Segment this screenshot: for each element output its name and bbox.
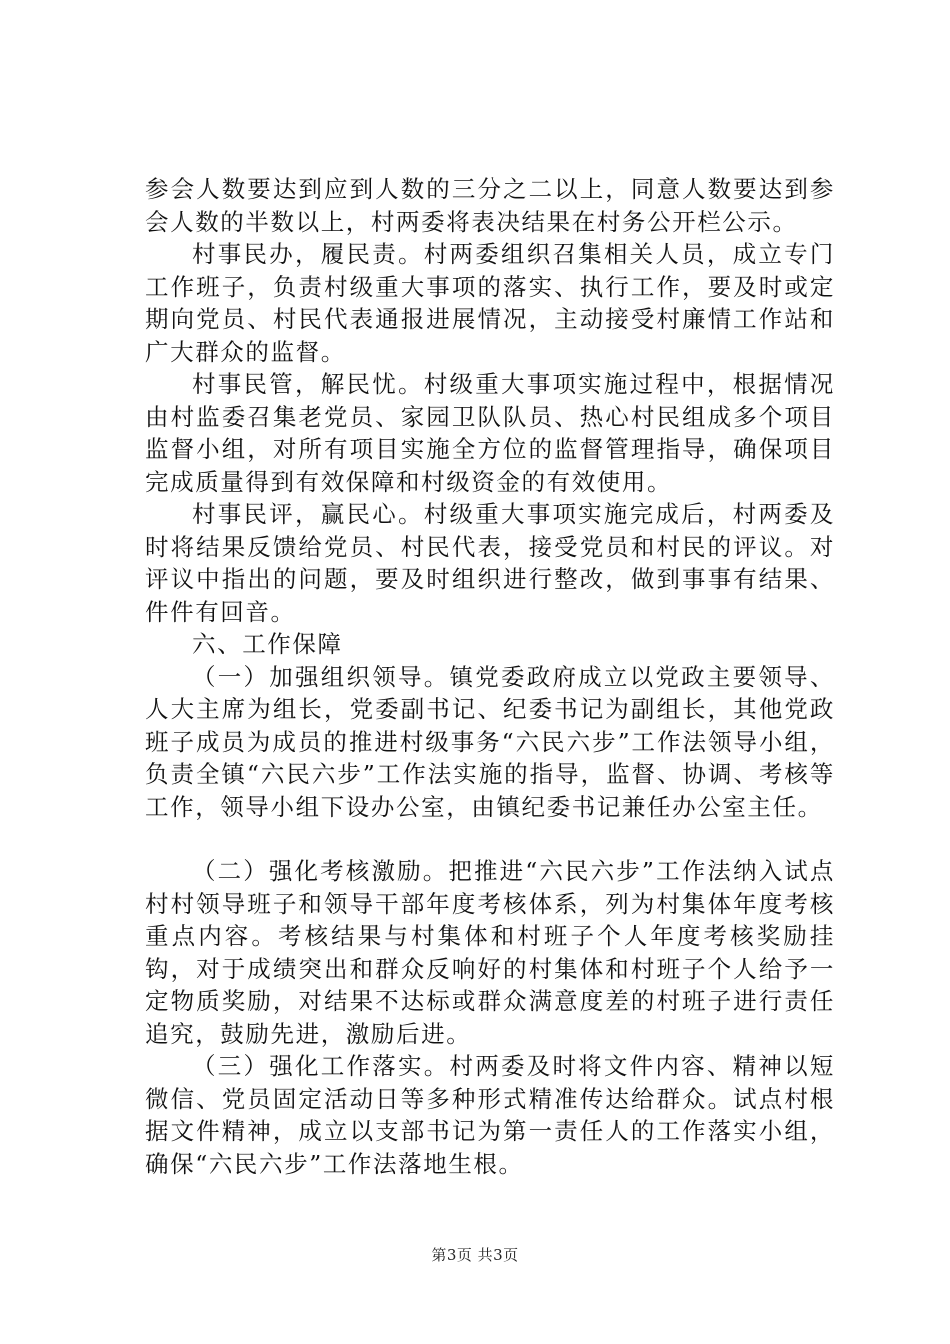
paragraph-village-affairs-managed: 村事民管，解民忧。村级重大事项实施过程中，根据情况由村监委召集老党员、家园卫队队员、热心村民组成多个项目监督小组，对所有项目实施全方位的监督管理指导，确保项目完成质量得到有效保障和村级资金的有效使用。 bbox=[145, 370, 835, 496]
document-body bbox=[145, 173, 835, 1180]
section-heading-work-guarantee: 六、工作保障 bbox=[192, 630, 343, 658]
page-footer: 第3页 共3页 bbox=[431, 1246, 519, 1264]
paragraph-continuation: 参会人数要达到应到人数的三分之二以上，同意人数要达到参会人数的半数以上，村两委将表决结果在村务公开栏公示。 bbox=[145, 175, 835, 236]
paragraph-village-affairs-evaluated: 村事民评，赢民心。村级重大事项实施完成后，村两委及时将结果反馈给党员、村民代表，接受党员和村民的评议。对评议中指出的问题，要及时组织进行整改，做到事事有结果、件件有回音。 bbox=[145, 500, 835, 626]
paragraph-assessment-incentive: （二）强化考核激励。把推进“六民六步”工作法纳入试点村村领导班子和领导干部年度考核体系，列为村集体年度考核重点内容。考核结果与村集体和村班子个人年度考核奖励挂钩，对于成绩突出和群众反响好的村集体和村班子个人给予一定物质奖励，对结果不达标或群众满意度差的村班子进行责任追究，鼓励先进，激励后进。 bbox=[145, 857, 835, 1048]
paragraph-organization-leadership: （一）加强组织领导。镇党委政府成立以党政主要领导、人大主席为组长，党委副书记、纪委书记为副组长，其他党政班子成员为成员的推进村级事务“六民六步”工作法领导小组，负责全镇“六民六步”工作法实施的指导，监督、协调、考核等工作，领导小组下设办公室，由镇纪委书记兼任办公室主任。 bbox=[145, 662, 835, 821]
paragraph-village-affairs-handled: 村事民办，履民责。村两委组织召集相关人员，成立专门工作班子，负责村级重大事项的落实、执行工作，要及时或定期向党员、村民代表通报进展情况，主动接受村廉情工作站和广大群众的监督。 bbox=[145, 240, 835, 366]
paragraph-implementation: （三）强化工作落实。村两委及时将文件内容、精神以短微信、党员固定活动日等多种形式精准传达给群众。试点村根据文件精神，成立以支部书记为第一责任人的工作落实小组，确保“六民六步”工作法落地生根。 bbox=[145, 1052, 835, 1178]
